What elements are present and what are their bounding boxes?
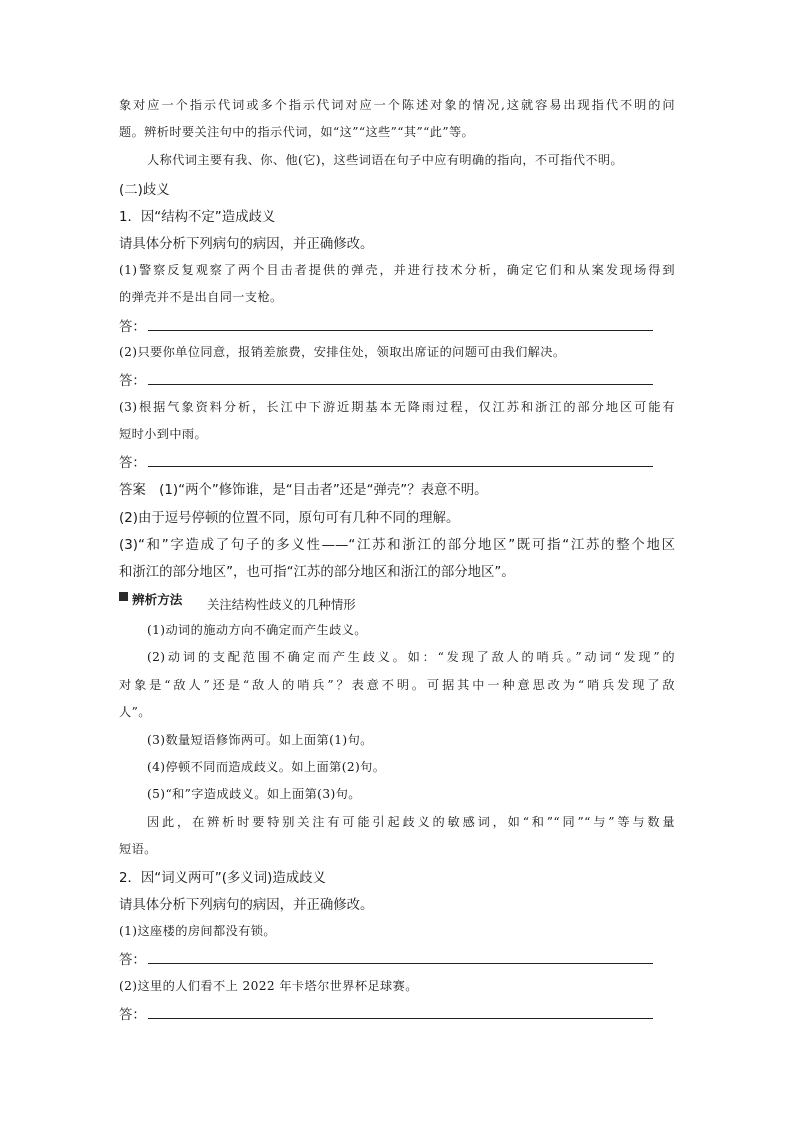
part1-question-2: (2)只要你单位同意，报销差旅费，安排住处，领取出席证的问题可由我们解决。 <box>119 345 566 359</box>
part1-question-1-line-1: (1)警察反复观察了两个目击者提供的弹壳，并进行技术分析，确定它们和从案发现场得到 <box>119 263 675 277</box>
method-title: 关注结构性歧义的几种情形 <box>207 597 356 612</box>
answer-blank[interactable] <box>148 330 653 331</box>
answer-blank[interactable] <box>148 384 653 385</box>
part1-heading: 1．因“结构不定”造成歧义 <box>119 210 276 225</box>
method-tag: 辨析方法 <box>132 592 183 607</box>
part2-question-2: (2)这里的人们看不上 2022 年卡塔尔世界杯足球赛。 <box>119 979 418 993</box>
answer-line[interactable] <box>119 1004 653 1022</box>
part1-instruction: 请具体分析下列病句的病因，并正确修改。 <box>119 237 374 252</box>
method-conclusion-line-2: 短语。 <box>119 842 157 856</box>
answer-blank[interactable] <box>148 466 653 467</box>
intro-line-2: 题。辨析时要关注句中的指示代词，如“这”“这些”“其”“此”等。 <box>119 125 475 139</box>
answer-line[interactable] <box>119 452 653 470</box>
method-point-1: (1)动词的施动方向不确定而产生歧义。 <box>147 623 367 637</box>
answer-line[interactable] <box>119 949 653 967</box>
answer-line[interactable] <box>119 316 653 334</box>
answer-label: 答： <box>119 456 146 471</box>
section-heading-ambiguity: (二)歧义 <box>119 183 170 198</box>
square-bullet-icon <box>119 592 128 601</box>
method-point-2-line-1: (2)动词的支配范围不确定而产生歧义。如：“发现了敌人的哨兵。”动词“发现”的 <box>147 650 675 664</box>
part1-question-3-line-2: 短时小到中雨。 <box>119 427 208 441</box>
part2-heading: 2．因“词义两可”(多义词)造成歧义 <box>119 871 326 886</box>
method-point-5: (5)“和”字造成歧义。如上面第(3)句。 <box>147 787 361 801</box>
method-conclusion-line-1: 因此，在辨析时要特别关注有可能引起歧义的敏感词，如“和”“同”“与”等与数量 <box>147 815 675 829</box>
intro-line-3: 人称代词主要有我、你、他(它)，这些词语在句子中应有明确的指向，不可指代不明。 <box>147 153 624 167</box>
answer-label: 答： <box>119 320 146 335</box>
answer-key-line-1: 答案 (1)“两个”修饰谁，是“目击者”还是“弹壳”？表意不明。 <box>119 483 488 498</box>
answer-key-line-4: 和浙江的部分地区”，也可指“江苏的部分地区和浙江的部分地区”。 <box>119 565 515 580</box>
answer-blank[interactable] <box>148 1018 653 1019</box>
intro-line-1: 象对应一个指示代词或多个指示代词对应一个陈述对象的情况,这就容易出现指代不明的问 <box>119 98 675 112</box>
method-point-2-line-3: 人”。 <box>119 705 151 719</box>
part1-question-3-line-1: (3)根据气象资料分析，长江中下游近期基本无降雨过程，仅江苏和浙江的部分地区可能有 <box>119 400 675 414</box>
part2-question-1: (1)这座楼的房间都没有锁。 <box>119 924 276 938</box>
part2-instruction: 请具体分析下列病句的病因，并正确修改。 <box>119 898 374 913</box>
answer-key-line-2: (2)由于逗号停顿的位置不同，原句可有几种不同的理解。 <box>119 511 460 526</box>
method-point-3: (3)数量短语修饰两可。如上面第(1)句。 <box>147 733 373 747</box>
answer-line[interactable] <box>119 370 653 388</box>
method-point-4: (4)停顿不同而造成歧义。如上面第(2)句。 <box>147 760 386 774</box>
part1-question-1-line-2: 的弹壳并不是出自同一支枪。 <box>119 290 283 304</box>
answer-label: 答： <box>119 953 146 968</box>
answer-blank[interactable] <box>148 963 653 964</box>
answer-label: 答： <box>119 1008 146 1023</box>
answer-label: 答： <box>119 374 146 389</box>
method-point-2-line-2: 对象是“敌人”还是“敌人的哨兵”？表意不明。可据其中一种意思改为“哨兵发现了敌 <box>119 678 675 692</box>
answer-key-line-3: (3)“和”字造成了句子的多义性——“江苏和浙江的部分地区”既可指“江苏的整个地区 <box>119 538 675 553</box>
